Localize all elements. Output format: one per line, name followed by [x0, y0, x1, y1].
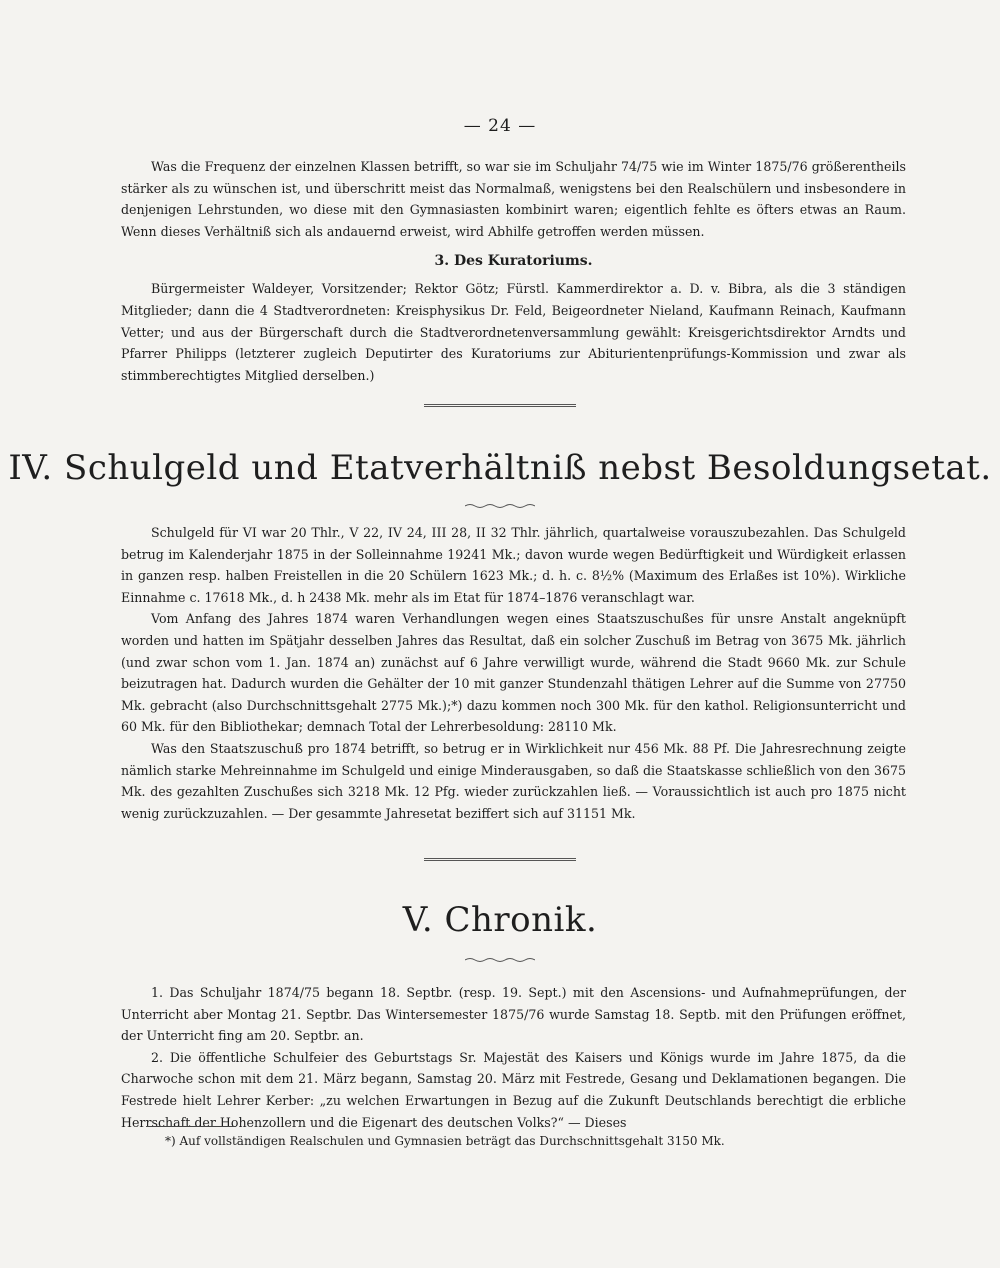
chronik-item-2: 2. Die öffentliche Schulfeier des Geburtstags Sr. Majestät des Kaisers und Königs wurde im Jahre 1875, da die Charwoche schon mit dem 21. März begann, Samstag 20. März mit Festrede, Gesang und Deklamationen begangen. Die Festrede hielt Lehrer Kerber: „zu welchen Erwartungen in Bezug auf die Zukunft Deutschlands berechtigt die erbliche Herrschaft der Hohenzollern und die Eigenart des deutschen Volks?“ — Dieses [121, 1049, 906, 1130]
section-frequenz [121, 156, 906, 386]
ornament-flourish-2 [465, 957, 535, 963]
schulgeld-paragraph: Schulgeld für VI war 20 Thlr., V 22, IV 24, III 28, II 32 Thlr. jährlich, quartalweise vorauszubezahlen. Das Schulgeld betrug im Kalenderjahr 1875 in der Solleinnahme 19241 Mk.; davon wurde wegen Bedürftigkeit und Würdigkeit erlassen in ganzen resp. halben Freistellen in die 20 Schülern 1623 Mk.; d. h. c. 8½% (Maximum des Erlaßes ist 10%). Wirkliche Einnahme c. 17618 Mk., d. h 2438 Mk. mehr als im Etat für 1874–1876 veranschlagt war. [121, 525, 906, 605]
kuratorium-paragraph: Bürgermeister Waldeyer, Vorsitzender; Rektor Götz; Fürstl. Kammerdirektor a. D. v. Bibra, als die 3 ständigen Mitglieder; dann die 4 Stadtverordneten: Kreisphysikus Dr. Feld, Beigeordneter Nieland, Kaufmann Reinach, Kaufmann Vetter; und aus der Bürgerschaft durch die Stadtverordnetenversammlung gewählt: Kreisgerichtsdirektor Arndts und Pfarrer Philipps (letzterer zugleich Deputirter des Kuratoriums zur Abiturientenprüfungs-Kommission und zwar als stimmberechtigtes Mitglied derselben.) [121, 281, 906, 383]
section-v-heading: V. Chronik. [402, 900, 598, 940]
kuratorium-subheading: 3. Des Kuratoriums. [434, 253, 593, 270]
section-iv-heading: IV. Schulgeld und Etatverhältniß nebst Besoldungsetat. [8, 448, 992, 488]
section-v-body [121, 982, 906, 1133]
section-divider-2 [424, 858, 576, 861]
footnote: *) Auf vollständigen Realschulen und Gymnasien beträgt das Durchschnittsgehalt 3150 Mk. [165, 1134, 725, 1148]
staatszuschuss-paragraph: Vom Anfang des Jahres 1874 waren Verhandlungen wegen eines Staatszuschußes für unsre Anstalt angeknüpft worden und hatten im Spätjahr desselben Jahres das Resultat, daß ein solcher Zuschuß im Betrag von 3675 Mk. jährlich (und zwar schon vom 1. Jan. 1874 an) zunächst auf 6 Jahre verwilligt wurde, während die Stadt 9660 Mk. zur Schule beizutragen hat. Dadurch wurden die Gehälter der 10 mit ganzer Stundenzahl thätigen Lehrer auf die Summe von 27750 Mk. gebracht (also Durchschnittsgehalt 2775 Mk.);*) dazu kommen noch 300 Mk. für den kathol. Religionsunterricht und 60 Mk. für den Bibliothekar; demnach Total der Lehrerbesoldung: 28110 Mk. [121, 611, 906, 735]
section-divider [424, 404, 576, 407]
section-iv-body [121, 522, 906, 824]
jahresrechnung-paragraph: Was den Staatszuschuß pro 1874 betrifft, so betrug er in Wirklichkeit nur 456 Mk. 88 Pf. Die Jahresrechnung zeigte nämlich starke Mehreinnahme im Schulgeld und einige Minderausgaben, so daß die Staatskasse schließlich von den 3675 Mk. des gezahlten Zuschußes sich 3218 Mk. 12 Pfg. wieder zurückzahlen ließ. — Voraussichtlich ist auch pro 1875 nicht wenig zurückzuzahlen. — Der gesammte Jahresetat beziffert sich auf 31151 Mk. [121, 740, 906, 821]
frequenz-paragraph: Was die Frequenz der einzelnen Klassen betrifft, so war sie im Schuljahr 74/75 wie im Winter 1875/76 größerentheils stärker als zu wünschen ist, und überschritt meist das Normalmaß, wenigstens bei den Realschülern und insbesondere in denjenigen Lehrstunden, wo diese mit den Gymnasiasten kombinirt waren; eigentlich fehlte es öfters etwas an Raum. Wenn dieses Verhältniß sich als andauernd erweist, wird Abhilfe getroffen werden müssen. [121, 159, 906, 239]
footnote-rule [146, 1126, 236, 1127]
ornament-flourish [465, 503, 535, 509]
chronik-item-1: 1. Das Schuljahr 1874/75 begann 18. Septbr. (resp. 19. Sept.) mit den Ascensions- und Aufnahmeprüfungen, der Unterricht aber Montag 21. Septbr. Das Wintersemester 1875/76 wurde Samstag 18. Septb. mit den Prüfungen eröffnet, der Unterricht fing am 20. Septbr. an. [121, 985, 906, 1044]
page-number: — 24 — [463, 116, 537, 136]
